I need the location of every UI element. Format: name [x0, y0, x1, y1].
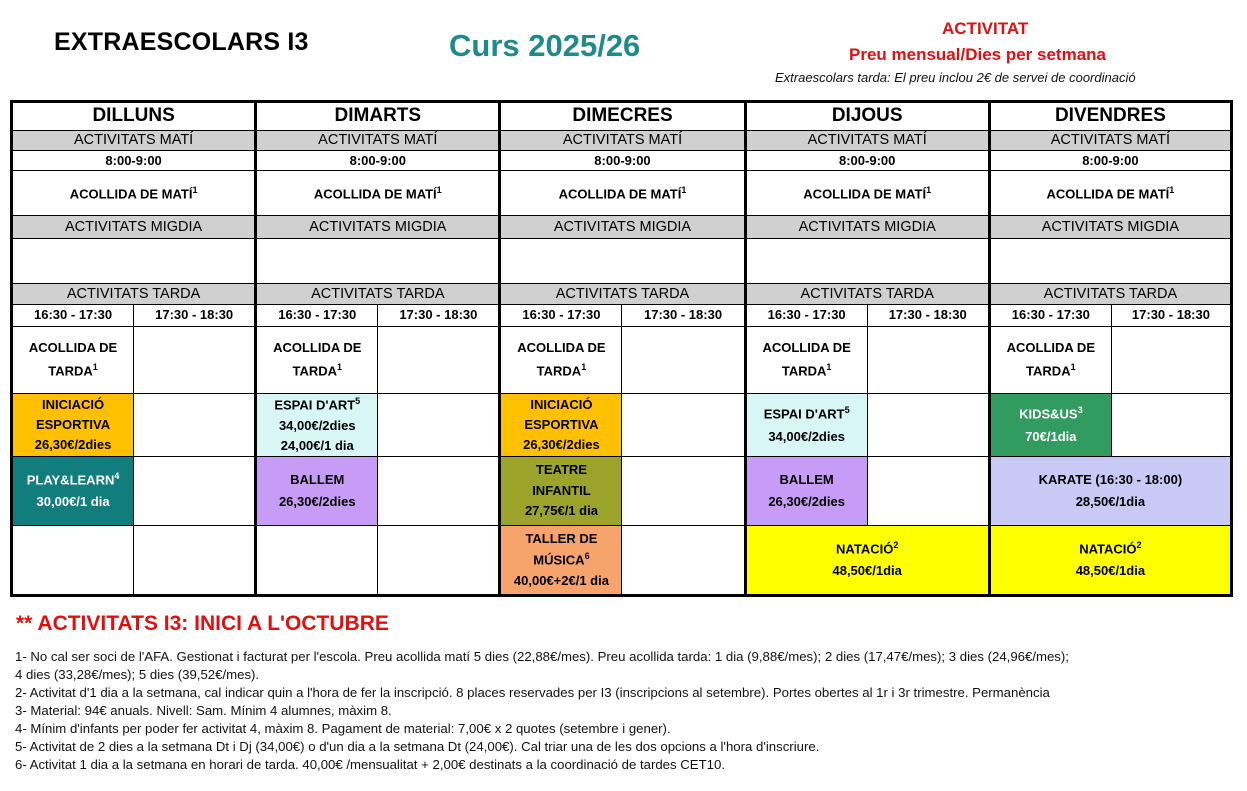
footnote-line: 6- Activitat 1 dia a la setmana en horari de tarda. 40,00€ /mensualitat + 2,00€ destinats a la coordinació de tardes CET10.: [15, 757, 725, 772]
activity-karate-fri: KARATE (16:30 - 18:00) 28,50€/1dia: [989, 457, 1231, 525]
footnotes: [15, 648, 1235, 774]
empty-cell: [256, 525, 378, 596]
slot-early: 16:30 - 17:30: [256, 305, 378, 326]
empty-cell: [867, 457, 989, 525]
empty-cell: [134, 525, 256, 596]
afternoon-care-cell: ACOLLIDA DE TARDA$^1$: [989, 326, 1111, 393]
activity-natacio-thu: NATACIÓ$^2$ 48,50€/1dia: [745, 525, 989, 596]
section-afternoon: ACTIVITATS TARDA: [256, 283, 500, 304]
morning-time: 8:00-9:00: [12, 150, 256, 170]
activity-espai-dart-thu: ESPAI D'ART$^5$ 34,00€/2dies: [745, 393, 867, 456]
section-afternoon: ACTIVITATS TARDA: [500, 283, 745, 304]
morning-care-cell: ACOLLIDA DE MATÍ$^1$: [12, 171, 256, 216]
activity-ballem-tue: BALLEM 26,30€/2dies: [256, 457, 378, 525]
activity-taller-musica-wed: TALLER DE MÚSICA$^6$ 40,00€+2€/1 dia: [500, 525, 622, 596]
course-year: Curs 2025/26: [449, 28, 641, 63]
empty-cell: [134, 326, 256, 393]
slot-late: 17:30 - 18:30: [1111, 305, 1231, 326]
section-morning: ACTIVITATS MATÍ: [500, 130, 745, 150]
empty-cell: [867, 326, 989, 393]
section-midday: ACTIVITATS MIGDIA: [989, 216, 1231, 238]
midday-empty-cell: [12, 238, 256, 283]
empty-cell: [378, 326, 500, 393]
activity-natacio-fri: NATACIÓ$^2$ 48,50€/1dia: [989, 525, 1231, 596]
slot-late: 17:30 - 18:30: [378, 305, 500, 326]
afternoon-care-cell: ACOLLIDA DE TARDA$^1$: [745, 326, 867, 393]
section-midday: ACTIVITATS MIGDIA: [256, 216, 500, 238]
morning-care-cell: ACOLLIDA DE MATÍ$^1$: [745, 171, 989, 216]
slot-early: 16:30 - 17:30: [500, 305, 622, 326]
empty-cell: [12, 525, 134, 596]
legend-note: Extraescolars tarda: El preu inclou 2€ de servei de coordinació: [775, 70, 1136, 85]
section-morning: ACTIVITATS MATÍ: [256, 130, 500, 150]
section-afternoon: ACTIVITATS TARDA: [745, 283, 989, 304]
page-title: EXTRAESCOLARS I3: [54, 28, 309, 56]
morning-time: 8:00-9:00: [745, 150, 989, 170]
activity-kids-us-fri: $KIDS\&US^3$ 70€/1dia: [989, 393, 1111, 456]
empty-cell: [1111, 326, 1231, 393]
section-morning: ACTIVITATS MATÍ: [12, 130, 256, 150]
slot-late: 17:30 - 18:30: [867, 305, 989, 326]
legend-activity: ACTIVITAT: [942, 19, 1029, 38]
empty-cell: [622, 457, 745, 525]
empty-cell: [378, 457, 500, 525]
legend-price: Preu mensual/Dies per setmana: [849, 45, 1107, 64]
footer-heading: ** ACTIVITATS I3: INICI A L'OCTUBRE: [16, 612, 389, 635]
footnote-line: 2- Activitat d'1 dia a la setmana, cal indicar quin a l'hora de fer la inscripció. 8 places reservades per I3 (inscripcions al setembre). Portes obertes al 1r i 3r trimestre. Permanència: [15, 685, 1050, 700]
activity-espai-dart-tue: ESPAI D'ART$^5$ 34,00€/2dies 24,00€/1 dia: [256, 393, 378, 456]
section-midday: ACTIVITATS MIGDIA: [745, 216, 989, 238]
schedule-table: [10, 100, 1233, 597]
section-afternoon: ACTIVITATS TARDA: [989, 283, 1231, 304]
activity-iniciacio-esportiva-mon: INICIACIÓ ESPORTIVA 26,30€/2dies: [12, 393, 134, 456]
midday-empty-cell: [256, 238, 500, 283]
day-header-wednesday: DIMECRES: [500, 102, 745, 131]
footnote-line: 5- Activitat de 2 dies a la setmana Dt i Dj (34,00€) o d'un dia a la setmana Dt (24,00€). Cal triar una de les dos opcions a l'hora d'inscriure.: [15, 739, 820, 754]
day-header-thursday: DIJOUS: [745, 102, 989, 131]
empty-cell: [378, 525, 500, 596]
activity-teatre-infantil-wed: TEATRE INFANTIL 27,75€/1 dia: [500, 457, 622, 525]
empty-cell: [622, 326, 745, 393]
section-midday: ACTIVITATS MIGDIA: [500, 216, 745, 238]
footnote-line: 3- Material: 94€ anuals. Nivell: Sam. Mínim 4 alumnes, màxim 8.: [15, 703, 392, 718]
empty-cell: [622, 525, 745, 596]
empty-cell: [134, 457, 256, 525]
section-midday: ACTIVITATS MIGDIA: [12, 216, 256, 238]
empty-cell: [867, 393, 989, 456]
slot-early: 16:30 - 17:30: [745, 305, 867, 326]
day-header-friday: DIVENDRES: [989, 102, 1231, 131]
slot-early: 16:30 - 17:30: [12, 305, 134, 326]
section-morning: ACTIVITATS MATÍ: [745, 130, 989, 150]
activity-play-learn-mon: PLAY&LEARN$^4$ 30,00€/1 dia: [12, 457, 134, 525]
day-header-monday: DILLUNS: [12, 102, 256, 131]
footnote-line: 1- No cal ser soci de l'AFA. Gestionat i facturat per l'escola. Preu acollida matí 5 dies (22,88€/mes). Preu acollida tarda: 1 dia (9,88€/mes); 2 dies (17,47€/mes); 3 dies (24,96€/mes);: [15, 649, 1069, 664]
morning-care-cell: ACOLLIDA DE MATÍ$^1$: [500, 171, 745, 216]
empty-cell: [378, 393, 500, 456]
slot-early: 16:30 - 17:30: [989, 305, 1111, 326]
midday-empty-cell: [500, 238, 745, 283]
footnote-line: 4 dies (33,28€/mes); 5 dies (39,52€/mes).: [15, 667, 260, 682]
empty-cell: [134, 393, 256, 456]
morning-time: 8:00-9:00: [989, 150, 1231, 170]
footnote-line: 4- Mínim d'infants per poder fer activitat 4, màxim 8. Pagament de material: 7,00€ x 2 quotes (setembre i gener).: [15, 721, 671, 736]
empty-cell: [1111, 393, 1231, 456]
activity-ballem-thu: BALLEM 26,30€/2dies: [745, 457, 867, 525]
morning-time: 8:00-9:00: [256, 150, 500, 170]
activity-iniciacio-esportiva-wed: INICIACIÓ ESPORTIVA 26,30€/2dies: [500, 393, 622, 456]
afternoon-care-cell: ACOLLIDA DE TARDA$^1$: [256, 326, 378, 393]
empty-cell: [622, 393, 745, 456]
slot-late: 17:30 - 18:30: [134, 305, 256, 326]
midday-empty-cell: [989, 238, 1231, 283]
section-morning: ACTIVITATS MATÍ: [989, 130, 1231, 150]
afternoon-care-cell: ACOLLIDA DE TARDA$^1$: [12, 326, 134, 393]
afternoon-care-cell: ACOLLIDA DE TARDA$^1$: [500, 326, 622, 393]
morning-care-cell: ACOLLIDA DE MATÍ$^1$: [989, 171, 1231, 216]
midday-empty-cell: [745, 238, 989, 283]
section-afternoon: ACTIVITATS TARDA: [12, 283, 256, 304]
slot-late: 17:30 - 18:30: [622, 305, 745, 326]
morning-time: 8:00-9:00: [500, 150, 745, 170]
morning-care-cell: ACOLLIDA DE MATÍ$^1$: [256, 171, 500, 216]
day-header-tuesday: DIMARTS: [256, 102, 500, 131]
